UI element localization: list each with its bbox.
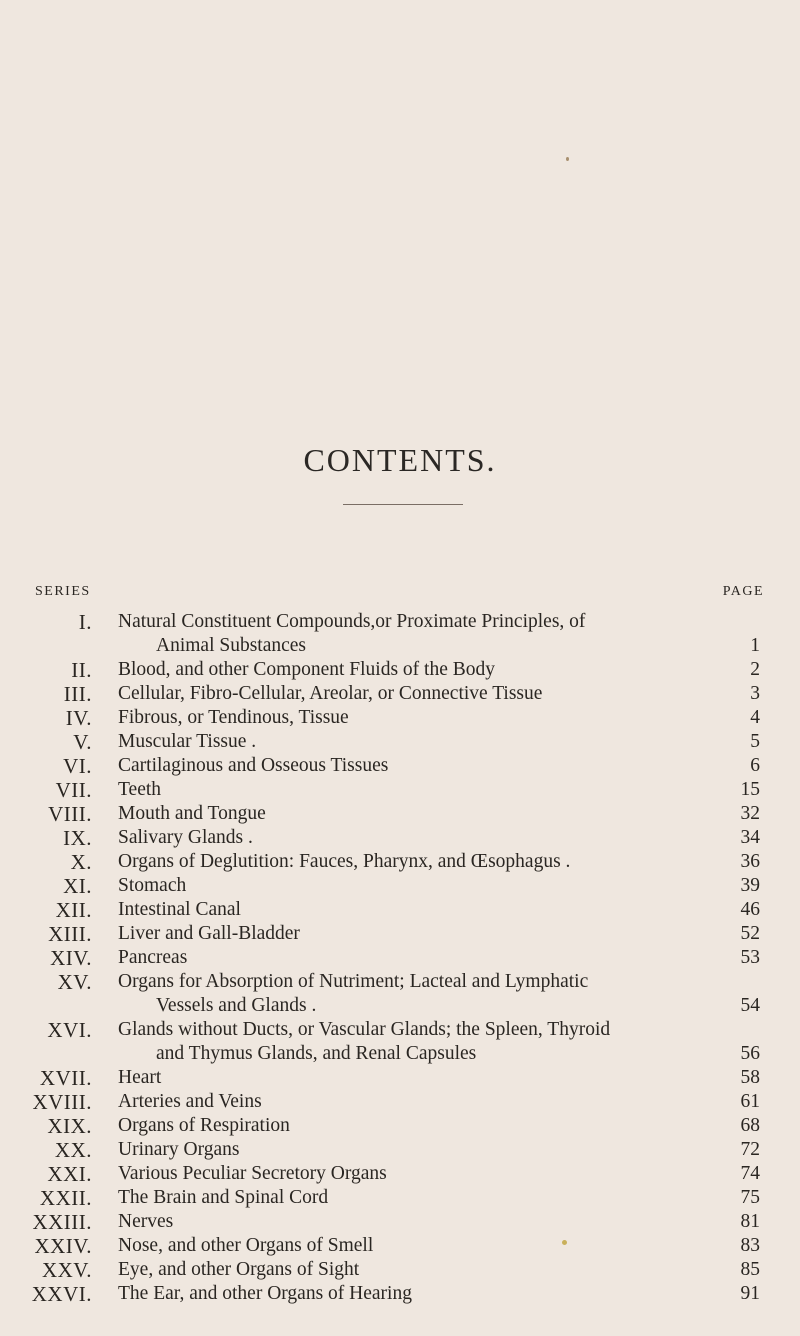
entry-line bbox=[0, 634, 800, 658]
entry-title: Eye, and other Organs of Sight bbox=[118, 1259, 360, 1280]
entry-title: Urinary Organs bbox=[118, 1139, 240, 1160]
entry-line bbox=[0, 1210, 800, 1234]
entry-line bbox=[0, 1018, 800, 1042]
page-number: 1 bbox=[750, 635, 760, 656]
contents-entry bbox=[0, 874, 800, 898]
page-number: 54 bbox=[740, 995, 760, 1016]
entry-title: Liver and Gall-Bladder bbox=[118, 923, 300, 944]
entry-title: Blood, and other Component Fluids of the Body bbox=[118, 659, 495, 680]
entry-line bbox=[0, 946, 800, 970]
page-number: 85 bbox=[740, 1259, 760, 1280]
entry-title: Natural Constituent Compounds,or Proximate Principles, of bbox=[118, 611, 586, 632]
page-title: CONTENTS. bbox=[303, 442, 497, 478]
entry-line bbox=[0, 1090, 800, 1114]
series-number: XXV. bbox=[41, 1258, 92, 1282]
page-column-header: PAGE bbox=[722, 584, 764, 599]
contents-entry bbox=[0, 682, 800, 706]
series-number: V. bbox=[73, 730, 92, 754]
entry-line bbox=[0, 658, 800, 682]
series-number: II. bbox=[71, 658, 92, 682]
contents-entry bbox=[0, 778, 800, 802]
contents-entry bbox=[0, 922, 800, 946]
contents-entry bbox=[0, 1018, 800, 1066]
entry-title: Nerves bbox=[118, 1211, 174, 1232]
entry-title: Animal Substances bbox=[156, 635, 307, 656]
contents-entry bbox=[0, 1234, 800, 1258]
page-number: 72 bbox=[740, 1139, 760, 1160]
entry-line bbox=[0, 1066, 800, 1090]
entry-line bbox=[0, 994, 800, 1018]
entry-line bbox=[0, 730, 800, 754]
page-number: 61 bbox=[740, 1091, 760, 1112]
contents-entry bbox=[0, 706, 800, 730]
entry-title: Muscular Tissue . bbox=[118, 731, 257, 752]
page-number: 15 bbox=[740, 779, 760, 800]
entry-title: Vessels and Glands . bbox=[156, 995, 317, 1016]
series-number: XXIII. bbox=[32, 1210, 92, 1234]
entry-line bbox=[0, 1234, 800, 1258]
series-number: XX. bbox=[54, 1138, 92, 1162]
series-number: XXIV. bbox=[34, 1234, 92, 1258]
page-number: 58 bbox=[740, 1067, 760, 1088]
series-number: XIV. bbox=[50, 946, 92, 970]
contents-list bbox=[0, 610, 800, 1306]
entry-title: Pancreas bbox=[118, 947, 188, 968]
entry-line bbox=[0, 1258, 800, 1282]
entry-line bbox=[0, 802, 800, 826]
entry-title: Fibrous, or Tendinous, Tissue bbox=[118, 707, 349, 728]
entry-title: Stomach bbox=[118, 875, 187, 896]
entry-line bbox=[0, 706, 800, 730]
page-number: 5 bbox=[750, 731, 760, 752]
entry-title: Intestinal Canal bbox=[118, 899, 241, 920]
entry-title: Cellular, Fibro-Cellular, Areolar, or Connective Tissue bbox=[118, 683, 543, 704]
entry-line bbox=[0, 850, 800, 874]
series-number: XVII. bbox=[39, 1066, 92, 1090]
contents-entry bbox=[0, 610, 800, 658]
entry-title: Heart bbox=[118, 1067, 162, 1088]
entry-title: Organs of Respiration bbox=[118, 1115, 290, 1136]
entry-title: The Brain and Spinal Cord bbox=[118, 1187, 329, 1208]
entry-title: Arteries and Veins bbox=[118, 1091, 262, 1112]
entry-title: Mouth and Tongue bbox=[118, 803, 266, 824]
contents-entry bbox=[0, 1186, 800, 1210]
series-number: XI. bbox=[63, 874, 92, 898]
entry-line bbox=[0, 1138, 800, 1162]
entry-title: Various Peculiar Secretory Organs bbox=[118, 1163, 387, 1184]
page-number: 68 bbox=[740, 1115, 760, 1136]
page-number: 74 bbox=[740, 1163, 760, 1184]
contents-entry bbox=[0, 946, 800, 970]
entry-title: Salivary Glands . bbox=[118, 827, 253, 848]
contents-entry bbox=[0, 802, 800, 826]
page-number: 81 bbox=[740, 1211, 760, 1232]
series-number: IX. bbox=[63, 826, 92, 850]
entry-line bbox=[0, 1162, 800, 1186]
contents-entry bbox=[0, 1066, 800, 1090]
series-number: XXVI. bbox=[31, 1282, 92, 1306]
entry-title: Organs for Absorption of Nutriment; Lacteal and Lymphatic bbox=[118, 971, 589, 992]
contents-entry bbox=[0, 754, 800, 778]
contents-entry bbox=[0, 1282, 800, 1306]
entry-line bbox=[0, 778, 800, 802]
series-number: I. bbox=[78, 610, 92, 634]
entry-title: Nose, and other Organs of Smell bbox=[118, 1235, 374, 1256]
series-number: XVIII. bbox=[32, 1090, 92, 1114]
contents-entry bbox=[0, 1090, 800, 1114]
contents-entry bbox=[0, 850, 800, 874]
series-number: XXII. bbox=[39, 1186, 92, 1210]
entry-line bbox=[0, 922, 800, 946]
entry-line bbox=[0, 874, 800, 898]
series-number: VII. bbox=[55, 778, 92, 802]
page-number: 52 bbox=[740, 923, 760, 944]
entry-line bbox=[0, 970, 800, 994]
page-number: 75 bbox=[740, 1187, 760, 1208]
page-number: 53 bbox=[740, 947, 760, 968]
page-number: 2 bbox=[750, 659, 760, 680]
series-number: XVI. bbox=[47, 1018, 92, 1042]
contents-entry bbox=[0, 898, 800, 922]
page-number: 6 bbox=[750, 755, 760, 776]
series-number: XXI. bbox=[47, 1162, 92, 1186]
entry-line bbox=[0, 1114, 800, 1138]
series-number: XIX. bbox=[47, 1114, 92, 1138]
series-number: XIII. bbox=[48, 922, 92, 946]
page-number: 46 bbox=[740, 899, 760, 920]
entry-title: and Thymus Glands, and Renal Capsules bbox=[156, 1043, 477, 1064]
contents-entry bbox=[0, 658, 800, 682]
entry-line bbox=[0, 682, 800, 706]
entry-title: Glands without Ducts, or Vascular Glands; the Spleen, Thyroid bbox=[118, 1019, 611, 1040]
entry-title: The Ear, and other Organs of Hearing bbox=[118, 1283, 412, 1304]
page-number: 83 bbox=[740, 1235, 760, 1256]
paper-speck bbox=[566, 157, 569, 161]
series-column-header: SERIES bbox=[35, 584, 91, 599]
page-number: 32 bbox=[740, 803, 760, 824]
entry-title: Cartilaginous and Osseous Tissues bbox=[118, 755, 389, 776]
page-number: 4 bbox=[750, 707, 760, 728]
contents-entry bbox=[0, 826, 800, 850]
contents-entry bbox=[0, 1210, 800, 1234]
page-number: 36 bbox=[740, 851, 760, 872]
entry-title: Teeth bbox=[118, 779, 162, 800]
contents-entry bbox=[0, 1258, 800, 1282]
series-number: X. bbox=[70, 850, 92, 874]
contents-entry bbox=[0, 1162, 800, 1186]
entry-title: Organs of Deglutition: Fauces, Pharynx, and Œsophagus . bbox=[118, 851, 571, 872]
page-number: 91 bbox=[740, 1283, 760, 1304]
entry-line bbox=[0, 1282, 800, 1306]
entry-line bbox=[0, 898, 800, 922]
series-number: XV. bbox=[57, 970, 92, 994]
page-number: 3 bbox=[750, 683, 760, 704]
series-number: III. bbox=[63, 682, 92, 706]
contents-entry bbox=[0, 970, 800, 1018]
entry-line bbox=[0, 1186, 800, 1210]
series-number: VIII. bbox=[48, 802, 92, 826]
page-number: 56 bbox=[740, 1043, 760, 1064]
page-number: 34 bbox=[740, 827, 760, 848]
page-number: 39 bbox=[740, 875, 760, 896]
contents-entry bbox=[0, 1138, 800, 1162]
entry-line bbox=[0, 610, 800, 634]
entry-line bbox=[0, 754, 800, 778]
paper-speck bbox=[562, 1240, 567, 1245]
series-number: XII. bbox=[55, 898, 92, 922]
series-number: VI. bbox=[63, 754, 92, 778]
entry-line bbox=[0, 1042, 800, 1066]
title-rule bbox=[343, 504, 463, 505]
entry-line bbox=[0, 826, 800, 850]
series-number: IV. bbox=[65, 706, 92, 730]
contents-entry bbox=[0, 730, 800, 754]
contents-entry bbox=[0, 1114, 800, 1138]
